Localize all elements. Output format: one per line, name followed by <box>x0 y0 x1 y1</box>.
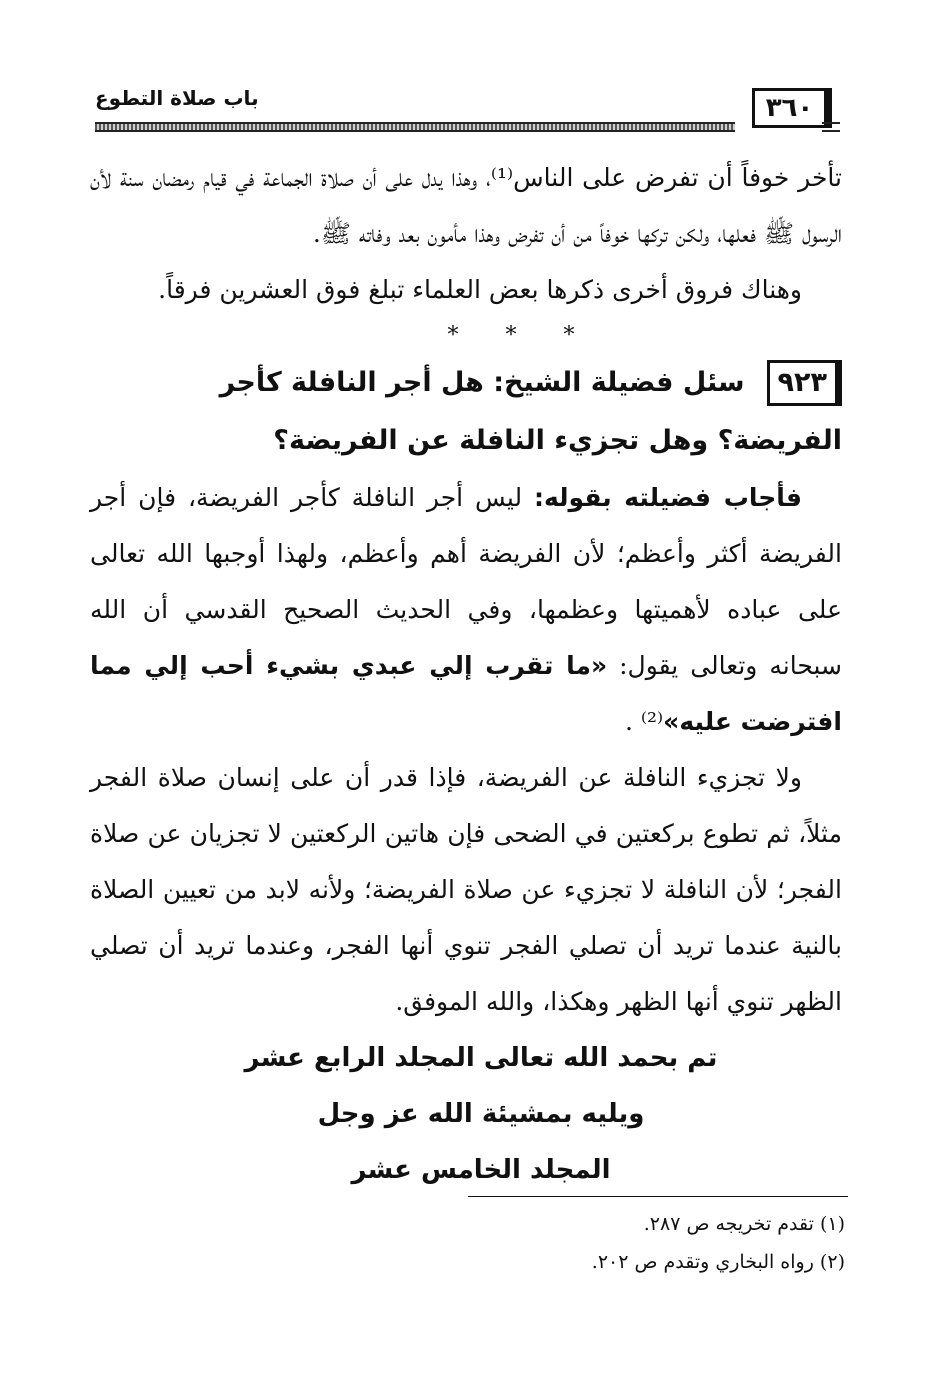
header-rule <box>95 122 735 132</box>
page-number: ٣٦٠ <box>752 88 832 128</box>
chapter-title: باب صلاة التطوع <box>95 86 259 110</box>
footnote-2: (٢) رواه البخاري وتقدم ص ٢٠٢. <box>591 1251 845 1273</box>
footnotes <box>300 1205 845 1281</box>
question-block <box>90 354 842 470</box>
question-text: سئل فضيلة الشيخ: هل أجر النافلة كأجر الفريضة؟ وهل تجزيء النافلة عن الفريضة؟ <box>219 367 842 456</box>
hadith-quote: «ما تقرب إلي عبدي بشيء أحب إلي مما افترضت عليه» <box>90 651 842 736</box>
hadith-reference: ⁽²⁾ . <box>624 707 664 736</box>
section-separator: * * * <box>447 323 595 348</box>
paragraph-differences: وهناك فروق أخرى ذكرها بعض العلماء تبلغ فوق العشرين فرقاً. <box>158 275 802 304</box>
closing-line-2: ويليه بمشيئة الله عز وجل <box>317 1099 645 1129</box>
paragraph-continuation: تأخر خوفاً أن تفرض على الناس⁽¹⁾، وهذا يدل على أن صلاة الجماعة في قيام رمضان سنة لأن الرسول ﷺ فعلها، ولكن تركها خوفاً من أن تفرض وهذا مأمون بعد وفاته ﷺ. <box>90 163 842 248</box>
question-number: ٩٢٣ <box>767 360 842 406</box>
answer-lead: فأجاب فضيلته بقوله: <box>533 483 802 512</box>
page-header <box>95 82 840 142</box>
answer-paragraph-2: ولا تجزيء النافلة عن الفريضة، فإذا قدر أن على إنسان صلاة الفجر مثلاً، ثم تطوع بركعتين في الضحى فإن هاتين الركعتين لا تجزيان عن صلاة الفجر؛ لأن النافلة لا تجزيء عن صلاة الفريضة؛ ولأنه لابد من تعيين الصلاة بالنية عندما تريد أن تصلي الفجر تنوي أنها الفجر، وعندما تريد أن تصلي الظهر تنوي أنها الظهر وهكذا، والله الموفق. <box>90 763 842 1016</box>
main-text <box>90 150 842 1198</box>
closing-line-3: المجلد الخامس عشر <box>351 1155 611 1185</box>
closing-line-1: تم بحمد الله تعالى المجلد الرابع عشر <box>244 1043 718 1073</box>
answer-text: ليس أجر النافلة كأجر الفريضة، فإن أجر الفريضة أكثر وأعظم؛ لأن الفريضة أهم وأعظم، ولهذا أوجبها الله تعالى على عباده لأهميتها وعظمها، وفي الحديث الصحيح القدسي أن الله سبحانه وتعالى يقول: <box>90 483 842 680</box>
footnote-rule <box>468 1196 848 1197</box>
footnote-1: (١) تقدم تخريجه ص ٢٨٧. <box>643 1213 845 1235</box>
header-rule-end <box>822 122 840 132</box>
answer-paragraph <box>90 470 842 750</box>
